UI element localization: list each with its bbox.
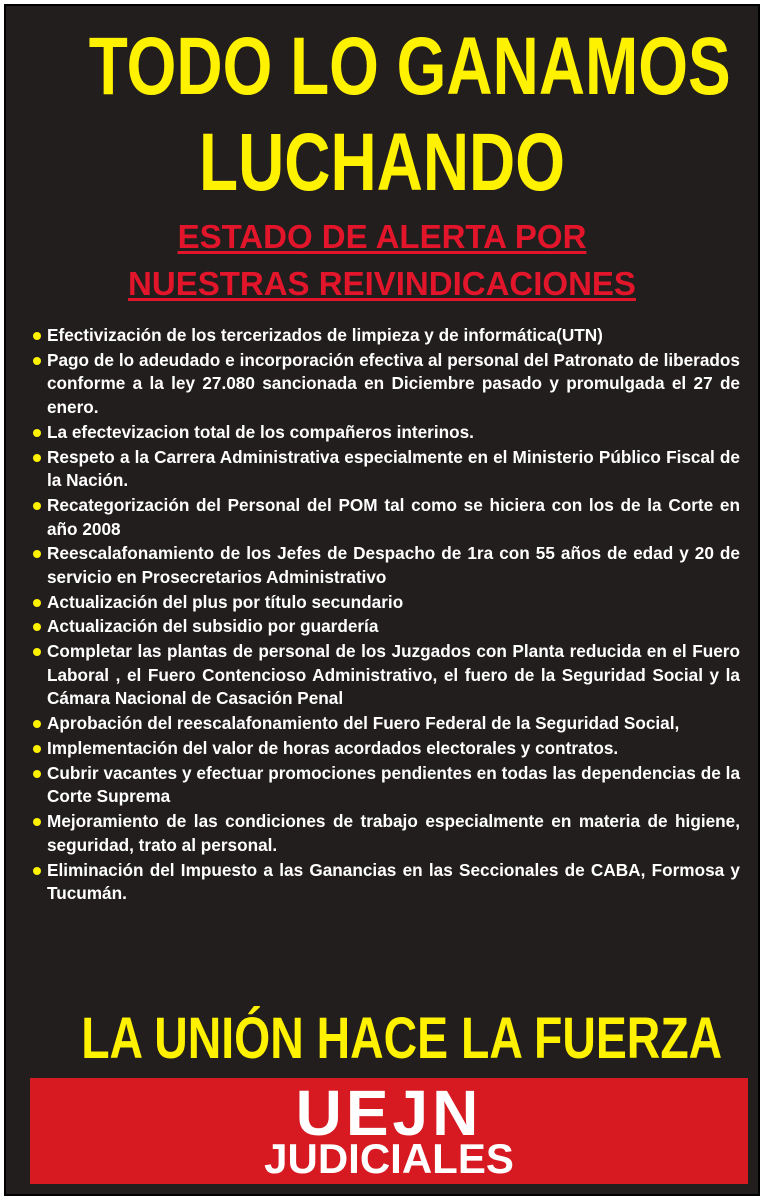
- headline-line-2: LUCHANDO: [199, 117, 565, 208]
- demand-item: [32, 494, 740, 541]
- headline-line-1: TODO LO GANAMOS: [88, 21, 731, 112]
- demand-text: Cubrir vacantes y efectuar promociones pendientes en todas las dependencias de la Corte Suprema: [47, 762, 740, 807]
- demand-item: [32, 762, 740, 809]
- bullet-icon: [33, 332, 41, 340]
- demand-text: Implementación del valor de horas acordados electorales y contratos.: [47, 737, 619, 758]
- bullet-icon: [33, 357, 41, 365]
- demand-item: [32, 542, 740, 589]
- demand-item: [32, 640, 740, 711]
- subheading-line-1: ESTADO DE ALERTA POR: [177, 218, 587, 255]
- demand-text: Completar las plantas de personal de los Juzgados con Planta reducida en el Fuero Laboral , el Fuero Contencioso Administrativo, el fuero de la Seguridad Social y la Cámara Nacional de Casación Penal: [47, 641, 740, 709]
- demand-text: Efectivización de los tercerizados de limpieza y de informática(UTN): [47, 325, 603, 345]
- demand-item: [32, 859, 740, 906]
- demand-item: [32, 810, 740, 857]
- demand-item: [32, 324, 740, 348]
- demand-item: [32, 446, 740, 493]
- demand-item: [32, 349, 740, 420]
- demand-item: [32, 421, 740, 445]
- bullet-icon: [33, 770, 41, 778]
- bullet-icon: [33, 599, 41, 607]
- bullet-icon: [33, 429, 41, 437]
- demand-text: Mejoramiento de las condiciones de trabajo especialmente en materia de higiene, seguridad, trato al personal.: [47, 811, 740, 855]
- demand-item: [32, 712, 740, 736]
- bullet-icon: [33, 648, 41, 656]
- union-name: UEJN: [295, 1077, 483, 1149]
- bullet-icon: [33, 867, 41, 875]
- demand-text: Reescalafonamiento de los Jefes de Despacho de 1ra con 55 años de edad y 20 de servicio en Prosecretarios Administrativo: [47, 543, 740, 587]
- bullet-icon: [33, 502, 41, 510]
- demand-item: [32, 615, 740, 639]
- demand-item: [32, 591, 740, 615]
- union-subtitle: JUDICIALES: [264, 1135, 514, 1182]
- poster: [4, 4, 760, 1196]
- demand-item: [32, 737, 740, 761]
- bullet-icon: [33, 745, 41, 753]
- demand-text: Pago de lo adeudado e incorporación efectiva al personal del Patronato de liberados conforme a la ley 27.080 sancionada en Diciembre pasado y promulgada el 27 de enero.: [47, 349, 740, 417]
- demand-text: Respeto a la Carrera Administrativa especialmente en el Ministerio Público Fiscal de la Nación.: [47, 446, 740, 491]
- bullet-icon: [33, 720, 41, 728]
- bullet-icon: [33, 550, 41, 558]
- demand-text: Recategorización del Personal del POM tal como se hiciera con los de la Corte en año 2008: [47, 494, 740, 539]
- bullet-icon: [33, 818, 41, 826]
- subheading-line-2: NUESTRAS REIVINDICACIONES: [128, 265, 636, 302]
- demand-text: Actualización del subsidio por guardería: [47, 616, 379, 637]
- demand-text: Eliminación del Impuesto a las Ganancias en las Seccionales de CABA, Formosa y Tucumán.: [47, 859, 740, 904]
- demand-text: Actualización del plus por título secundario: [47, 591, 404, 612]
- bullet-icon: [33, 623, 41, 631]
- demand-text: Aprobación del reescalafonamiento del Fuero Federal de la Seguridad Social,: [47, 713, 680, 734]
- demand-text: La efectevizacion total de los compañeros interinos.: [47, 421, 474, 442]
- motto: LA UNIÓN HACE LA FUERZA: [81, 1006, 723, 1071]
- demands-list: [32, 324, 740, 907]
- union-banner: [30, 1078, 748, 1184]
- bullet-icon: [33, 454, 41, 462]
